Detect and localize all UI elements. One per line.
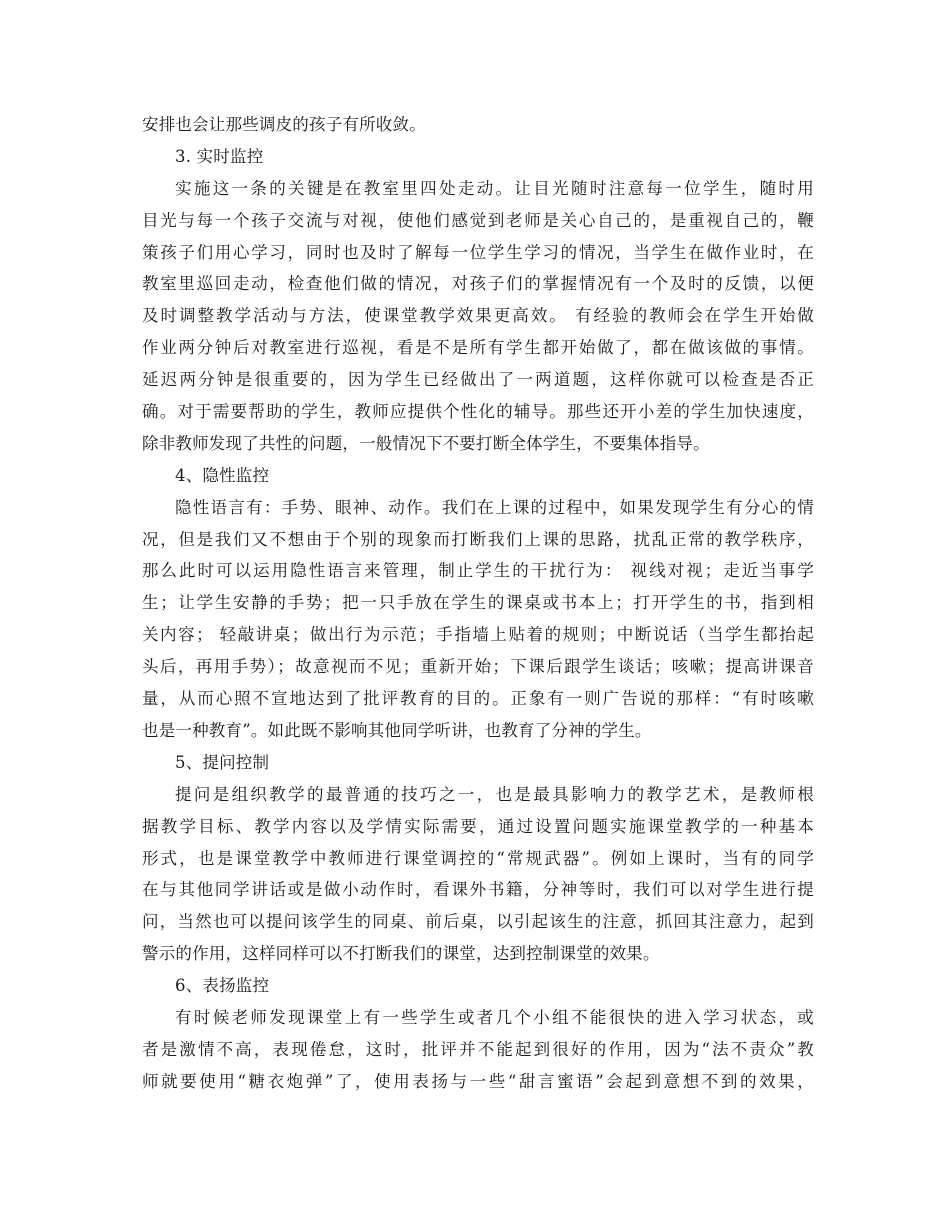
paragraph-line: 有时候老师发现课堂上有一些学生或者几个小组不能很快的进入学习状态，或 — [175, 1008, 814, 1027]
paragraph-line: 安排也会让那些调皮的孩子有所收敛。 — [142, 115, 426, 134]
section-heading: 6、表扬监控 — [175, 976, 270, 995]
paragraph-line: 量，从而心照不宣地达到了批评教育的目的。正象有一则广告说的那样：“有时咳嗽 — [142, 689, 814, 708]
paragraph-line: 形式，也是课堂教学中教师进行课堂调控的“常规武器”。例如上课时，当有的同学 — [142, 849, 814, 868]
paragraph-line: 除非教师发现了共性的问题，一般情况下不要打断全体学生，不要集体指导。 — [142, 434, 710, 453]
paragraph-line: 况，但是我们又不想由于个别的现象而打断我们上课的思路，扰乱正常的教学秩序， — [142, 530, 814, 549]
section-heading: 3. 实时监控 — [175, 147, 264, 166]
paragraph-line: 目光与每一个孩子交流与对视，使他们感觉到老师是关心自己的，是重视自己的，鞭 — [142, 211, 814, 230]
paragraph-line: 及时调整教学活动与方法，使课堂教学效果更高效。 有经验的教师会在学生开始做 — [142, 306, 814, 325]
section-heading: 5、提问控制 — [175, 753, 270, 772]
paragraph-line: 延迟两分钟是很重要的，因为学生已经做出了一两道题，这样你就可以检查是否正 — [142, 370, 814, 389]
section-heading: 4、隐性监控 — [175, 466, 270, 485]
paragraph-line: 据教学目标、教学内容以及学情实际需要，通过设置问题实施课堂教学的一种基本 — [142, 817, 814, 836]
paragraph-line: 策孩子们用心学习，同时也及时了解每一位学生学习的情况，当学生在做作业时，在 — [142, 243, 814, 262]
paragraph-line: 实施这一条的关键是在教室里四处走动。让目光随时注意每一位学生，随时用 — [175, 179, 814, 198]
paragraph-line: 师就要使用“糖衣炮弹”了，使用表扬与一些“甜言蜜语”会起到意想不到的效果， — [142, 1072, 814, 1091]
paragraph-line: 也是一种教育”。如此既不影响其他同学听讲，也教育了分神的学生。 — [142, 721, 652, 740]
paragraph-line: 作业两分钟后对教室进行巡视，看是不是所有学生都开始做了，都在做该做的事情。 — [142, 338, 814, 357]
paragraph-line: 关内容； 轻敲讲桌；做出行为示范；手指墙上贴着的规则；中断说话（当学生都抬起 — [142, 625, 814, 644]
paragraph-line: 生；让学生安静的手势；把一只手放在学生的课桌或书本上；打开学生的书，指到相 — [142, 593, 814, 612]
paragraph-line: 头后，再用手势）；故意视而不见；重新开始；下课后跟学生谈话；咳嗽；提高讲课音 — [142, 657, 814, 676]
paragraph-line: 确。对于需要帮助的学生，教师应提供个性化的辅导。那些还开小差的学生加快速度， — [142, 402, 814, 421]
paragraph-line: 者是激情不高，表现倦怠，这时，批评并不能起到很好的作用，因为“法不责众”教 — [142, 1040, 814, 1059]
paragraph-line: 隐性语言有：手势、眼神、动作。我们在上课的过程中，如果发现学生有分心的情 — [175, 498, 814, 517]
paragraph-line: 警示的作用，这样同样可以不打断我们的课堂，达到控制课堂的效果。 — [142, 944, 660, 963]
paragraph-line: 在与其他同学讲话或是做小动作时，看课外书籍，分神等时，我们可以对学生进行提 — [142, 880, 814, 899]
paragraph-line: 提问是组织教学的最普通的技巧之一，也是最具影响力的教学艺术，是教师根 — [175, 785, 814, 804]
paragraph-line: 问，当然也可以提问该学生的同桌、前后桌，以引起该生的注意，抓回其注意力，起到 — [142, 912, 814, 931]
paragraph-line: 那么此时可以运用隐性语言来管理，制止学生的干扰行为： 视线对视；走近当事学 — [142, 561, 814, 580]
paragraph-line: 教室里巡回走动，检查他们做的情况，对孩子们的掌握情况有一个及时的反馈，以便 — [142, 274, 814, 293]
